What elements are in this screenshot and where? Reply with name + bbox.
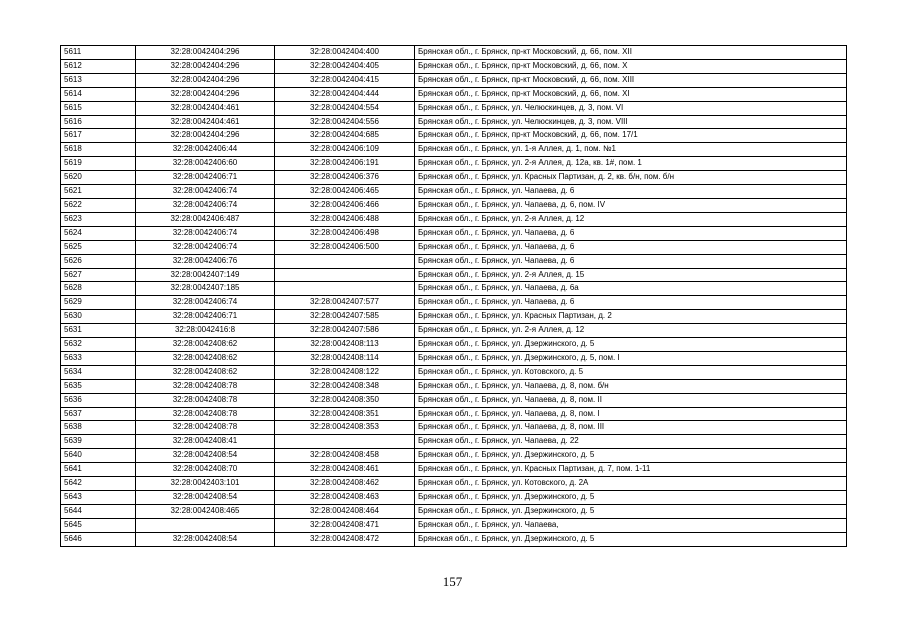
- table-row: [61, 171, 847, 185]
- row-number-cell: 5622: [61, 198, 136, 212]
- table-row: [61, 407, 847, 421]
- table-row: [61, 491, 847, 505]
- parcel-cadastral-number-cell: 32:28:0042408:54: [136, 532, 275, 546]
- object-cadastral-number-cell: 32:28:0042407:585: [275, 310, 415, 324]
- parcel-cadastral-number-cell: [136, 518, 275, 532]
- parcel-cadastral-number-cell: 32:28:0042408:465: [136, 504, 275, 518]
- parcel-cadastral-number-cell: 32:28:0042406:44: [136, 143, 275, 157]
- address-cell: Брянская обл., г. Брянск, ул. Красных Партизан, д. 7, пом. 1-11: [415, 463, 847, 477]
- parcel-cadastral-number-cell: 32:28:0042408:62: [136, 338, 275, 352]
- address-cell: Брянская обл., г. Брянск, ул. Челюскинцев, д. 3, пом. VIII: [415, 115, 847, 129]
- object-cadastral-number-cell: 32:28:0042408:463: [275, 491, 415, 505]
- table-row: [61, 212, 847, 226]
- parcel-cadastral-number-cell: 32:28:0042408:78: [136, 407, 275, 421]
- row-number-cell: 5631: [61, 324, 136, 338]
- table-row: [61, 198, 847, 212]
- table-row: [61, 115, 847, 129]
- address-cell: Брянская обл., г. Брянск, ул. Дзержинского, д. 5: [415, 338, 847, 352]
- address-cell: Брянская обл., г. Брянск, пр-кт Московский, д. 66, пом. 17/1: [415, 129, 847, 143]
- parcel-cadastral-number-cell: 32:28:0042403:101: [136, 477, 275, 491]
- object-cadastral-number-cell: 32:28:0042408:471: [275, 518, 415, 532]
- table-row: [61, 504, 847, 518]
- row-number-cell: 5638: [61, 421, 136, 435]
- row-number-cell: 5646: [61, 532, 136, 546]
- object-cadastral-number-cell: 32:28:0042408:351: [275, 407, 415, 421]
- address-cell: Брянская обл., г. Брянск, ул. Чапаева, д. 6а: [415, 282, 847, 296]
- address-cell: Брянская обл., г. Брянск, ул. Чапаева, д. 8, пом. I: [415, 407, 847, 421]
- address-cell: Брянская обл., г. Брянск, ул. 2-я Аллея, д. 12а, кв. 1#, пом. 1: [415, 157, 847, 171]
- row-number-cell: 5630: [61, 310, 136, 324]
- parcel-cadastral-number-cell: 32:28:0042406:76: [136, 254, 275, 268]
- page-number: 157: [442, 574, 463, 589]
- row-number-cell: 5623: [61, 212, 136, 226]
- parcel-cadastral-number-cell: 32:28:0042404:461: [136, 115, 275, 129]
- object-cadastral-number-cell: 32:28:0042406:500: [275, 240, 415, 254]
- address-cell: Брянская обл., г. Брянск, пр-кт Московский, д. 66, пом. XIII: [415, 73, 847, 87]
- object-cadastral-number-cell: [275, 254, 415, 268]
- table-row: [61, 240, 847, 254]
- object-cadastral-number-cell: 32:28:0042404:554: [275, 101, 415, 115]
- address-cell: Брянская обл., г. Брянск, ул. Чапаева, д. 6: [415, 185, 847, 199]
- parcel-cadastral-number-cell: 32:28:0042404:296: [136, 59, 275, 73]
- object-cadastral-number-cell: 32:28:0042406:191: [275, 157, 415, 171]
- parcel-cadastral-number-cell: 32:28:0042407:149: [136, 268, 275, 282]
- address-cell: Брянская обл., г. Брянск, ул. Чапаева, д. 6, пом. IV: [415, 198, 847, 212]
- object-cadastral-number-cell: 32:28:0042408:353: [275, 421, 415, 435]
- row-number-cell: 5617: [61, 129, 136, 143]
- parcel-cadastral-number-cell: 32:28:0042408:54: [136, 449, 275, 463]
- row-number-cell: 5645: [61, 518, 136, 532]
- row-number-cell: 5632: [61, 338, 136, 352]
- row-number-cell: 5613: [61, 73, 136, 87]
- table-row: [61, 338, 847, 352]
- table-row: [61, 59, 847, 73]
- property-table-body: [61, 46, 847, 547]
- parcel-cadastral-number-cell: 32:28:0042408:78: [136, 393, 275, 407]
- table-row: [61, 46, 847, 60]
- object-cadastral-number-cell: 32:28:0042406:465: [275, 185, 415, 199]
- parcel-cadastral-number-cell: 32:28:0042416:8: [136, 324, 275, 338]
- table-row: [61, 435, 847, 449]
- object-cadastral-number-cell: 32:28:0042406:376: [275, 171, 415, 185]
- address-cell: Брянская обл., г. Брянск, ул. 1-я Аллея, д. 1, пом. №1: [415, 143, 847, 157]
- row-number-cell: 5644: [61, 504, 136, 518]
- object-cadastral-number-cell: 32:28:0042408:472: [275, 532, 415, 546]
- row-number-cell: 5633: [61, 351, 136, 365]
- parcel-cadastral-number-cell: 32:28:0042404:461: [136, 101, 275, 115]
- address-cell: Брянская обл., г. Брянск, ул. Котовского, д. 5: [415, 365, 847, 379]
- table-row: [61, 379, 847, 393]
- object-cadastral-number-cell: 32:28:0042404:415: [275, 73, 415, 87]
- object-cadastral-number-cell: [275, 282, 415, 296]
- address-cell: Брянская обл., г. Брянск, пр-кт Московский, д. 66, пом. X: [415, 59, 847, 73]
- parcel-cadastral-number-cell: 32:28:0042404:296: [136, 129, 275, 143]
- address-cell: Брянская обл., г. Брянск, ул. Чапаева, д. 6: [415, 226, 847, 240]
- parcel-cadastral-number-cell: 32:28:0042406:71: [136, 171, 275, 185]
- table-row: [61, 421, 847, 435]
- object-cadastral-number-cell: [275, 435, 415, 449]
- address-cell: Брянская обл., г. Брянск, пр-кт Московский, д. 66, пом. XI: [415, 87, 847, 101]
- table-row: [61, 101, 847, 115]
- object-cadastral-number-cell: 32:28:0042406:466: [275, 198, 415, 212]
- object-cadastral-number-cell: [275, 268, 415, 282]
- parcel-cadastral-number-cell: 32:28:0042406:74: [136, 240, 275, 254]
- table-row: [61, 254, 847, 268]
- row-number-cell: 5629: [61, 296, 136, 310]
- table-row: [61, 185, 847, 199]
- parcel-cadastral-number-cell: 32:28:0042406:74: [136, 198, 275, 212]
- address-cell: Брянская обл., г. Брянск, ул. Красных Партизан, д. 2, кв. б/н, пом. б/н: [415, 171, 847, 185]
- address-cell: Брянская обл., г. Брянск, ул. 2-я Аллея, д. 12: [415, 324, 847, 338]
- parcel-cadastral-number-cell: 32:28:0042408:62: [136, 365, 275, 379]
- parcel-cadastral-number-cell: 32:28:0042404:296: [136, 73, 275, 87]
- address-cell: Брянская обл., г. Брянск, ул. Чапаева,: [415, 518, 847, 532]
- parcel-cadastral-number-cell: 32:28:0042408:41: [136, 435, 275, 449]
- address-cell: Брянская обл., г. Брянск, ул. Челюскинцев, д. 3, пом. VI: [415, 101, 847, 115]
- row-number-cell: 5639: [61, 435, 136, 449]
- address-cell: Брянская обл., г. Брянск, ул. Дзержинского, д. 5: [415, 532, 847, 546]
- parcel-cadastral-number-cell: 32:28:0042404:296: [136, 87, 275, 101]
- address-cell: Брянская обл., г. Брянск, ул. Дзержинского, д. 5: [415, 449, 847, 463]
- parcel-cadastral-number-cell: 32:28:0042406:74: [136, 226, 275, 240]
- address-cell: Брянская обл., г. Брянск, ул. Дзержинского, д. 5: [415, 504, 847, 518]
- object-cadastral-number-cell: 32:28:0042408:458: [275, 449, 415, 463]
- parcel-cadastral-number-cell: 32:28:0042408:78: [136, 421, 275, 435]
- parcel-cadastral-number-cell: 32:28:0042406:60: [136, 157, 275, 171]
- table-row: [61, 532, 847, 546]
- object-cadastral-number-cell: 32:28:0042408:350: [275, 393, 415, 407]
- table-row: [61, 310, 847, 324]
- object-cadastral-number-cell: 32:28:0042407:577: [275, 296, 415, 310]
- object-cadastral-number-cell: 32:28:0042408:348: [275, 379, 415, 393]
- object-cadastral-number-cell: 32:28:0042408:113: [275, 338, 415, 352]
- parcel-cadastral-number-cell: 32:28:0042407:185: [136, 282, 275, 296]
- table-row: [61, 157, 847, 171]
- object-cadastral-number-cell: 32:28:0042406:498: [275, 226, 415, 240]
- table-row: [61, 129, 847, 143]
- object-cadastral-number-cell: 32:28:0042404:400: [275, 46, 415, 60]
- row-number-cell: 5637: [61, 407, 136, 421]
- row-number-cell: 5636: [61, 393, 136, 407]
- address-cell: Брянская обл., г. Брянск, ул. Чапаева, д. 8, пом. III: [415, 421, 847, 435]
- table-row: [61, 365, 847, 379]
- object-cadastral-number-cell: 32:28:0042408:114: [275, 351, 415, 365]
- parcel-cadastral-number-cell: 32:28:0042404:296: [136, 46, 275, 60]
- row-number-cell: 5618: [61, 143, 136, 157]
- parcel-cadastral-number-cell: 32:28:0042406:74: [136, 296, 275, 310]
- object-cadastral-number-cell: 32:28:0042406:109: [275, 143, 415, 157]
- object-cadastral-number-cell: 32:28:0042404:685: [275, 129, 415, 143]
- object-cadastral-number-cell: 32:28:0042406:488: [275, 212, 415, 226]
- table-row: [61, 449, 847, 463]
- table-row: [61, 87, 847, 101]
- table-row: [61, 282, 847, 296]
- address-cell: Брянская обл., г. Брянск, ул. Дзержинского, д. 5, пом. I: [415, 351, 847, 365]
- object-cadastral-number-cell: 32:28:0042408:461: [275, 463, 415, 477]
- table-row: [61, 463, 847, 477]
- object-cadastral-number-cell: 32:28:0042408:122: [275, 365, 415, 379]
- row-number-cell: 5621: [61, 185, 136, 199]
- table-row: [61, 518, 847, 532]
- row-number-cell: 5635: [61, 379, 136, 393]
- address-cell: Брянская обл., г. Брянск, ул. Красных Партизан, д. 2: [415, 310, 847, 324]
- property-table: [60, 45, 847, 547]
- table-row: [61, 143, 847, 157]
- address-cell: Брянская обл., г. Брянск, ул. 2-я Аллея, д. 15: [415, 268, 847, 282]
- parcel-cadastral-number-cell: 32:28:0042408:78: [136, 379, 275, 393]
- table-row: [61, 477, 847, 491]
- address-cell: Брянская обл., г. Брянск, ул. Чапаева, д. 22: [415, 435, 847, 449]
- table-row: [61, 226, 847, 240]
- row-number-cell: 5628: [61, 282, 136, 296]
- row-number-cell: 5614: [61, 87, 136, 101]
- row-number-cell: 5641: [61, 463, 136, 477]
- table-row: [61, 73, 847, 87]
- address-cell: Брянская обл., г. Брянск, ул. Чапаева, д. 6: [415, 296, 847, 310]
- row-number-cell: 5640: [61, 449, 136, 463]
- address-cell: Брянская обл., г. Брянск, ул. Дзержинского, д. 5: [415, 491, 847, 505]
- parcel-cadastral-number-cell: 32:28:0042408:70: [136, 463, 275, 477]
- object-cadastral-number-cell: 32:28:0042408:462: [275, 477, 415, 491]
- address-cell: Брянская обл., г. Брянск, ул. 2-я Аллея, д. 12: [415, 212, 847, 226]
- row-number-cell: 5627: [61, 268, 136, 282]
- address-cell: Брянская обл., г. Брянск, пр-кт Московский, д. 66, пом. XII: [415, 46, 847, 60]
- object-cadastral-number-cell: 32:28:0042407:586: [275, 324, 415, 338]
- address-cell: Брянская обл., г. Брянск, ул. Чапаева, д. 6: [415, 240, 847, 254]
- object-cadastral-number-cell: 32:28:0042404:444: [275, 87, 415, 101]
- row-number-cell: 5620: [61, 171, 136, 185]
- address-cell: Брянская обл., г. Брянск, ул. Чапаева, д. 8, пом. II: [415, 393, 847, 407]
- address-cell: Брянская обл., г. Брянск, ул. Котовского, д. 2А: [415, 477, 847, 491]
- row-number-cell: 5616: [61, 115, 136, 129]
- row-number-cell: 5624: [61, 226, 136, 240]
- parcel-cadastral-number-cell: 32:28:0042406:74: [136, 185, 275, 199]
- address-cell: Брянская обл., г. Брянск, ул. Чапаева, д. 6: [415, 254, 847, 268]
- parcel-cadastral-number-cell: 32:28:0042406:487: [136, 212, 275, 226]
- object-cadastral-number-cell: 32:28:0042408:464: [275, 504, 415, 518]
- row-number-cell: 5643: [61, 491, 136, 505]
- row-number-cell: 5611: [61, 46, 136, 60]
- object-cadastral-number-cell: 32:28:0042404:556: [275, 115, 415, 129]
- object-cadastral-number-cell: 32:28:0042404:405: [275, 59, 415, 73]
- table-row: [61, 268, 847, 282]
- table-row: [61, 296, 847, 310]
- row-number-cell: 5615: [61, 101, 136, 115]
- address-cell: Брянская обл., г. Брянск, ул. Чапаева, д. 8, пом. б/н: [415, 379, 847, 393]
- row-number-cell: 5625: [61, 240, 136, 254]
- row-number-cell: 5642: [61, 477, 136, 491]
- row-number-cell: 5634: [61, 365, 136, 379]
- table-row: [61, 393, 847, 407]
- parcel-cadastral-number-cell: 32:28:0042408:54: [136, 491, 275, 505]
- parcel-cadastral-number-cell: 32:28:0042406:71: [136, 310, 275, 324]
- row-number-cell: 5619: [61, 157, 136, 171]
- parcel-cadastral-number-cell: 32:28:0042408:62: [136, 351, 275, 365]
- table-row: [61, 351, 847, 365]
- row-number-cell: 5612: [61, 59, 136, 73]
- row-number-cell: 5626: [61, 254, 136, 268]
- table-row: [61, 324, 847, 338]
